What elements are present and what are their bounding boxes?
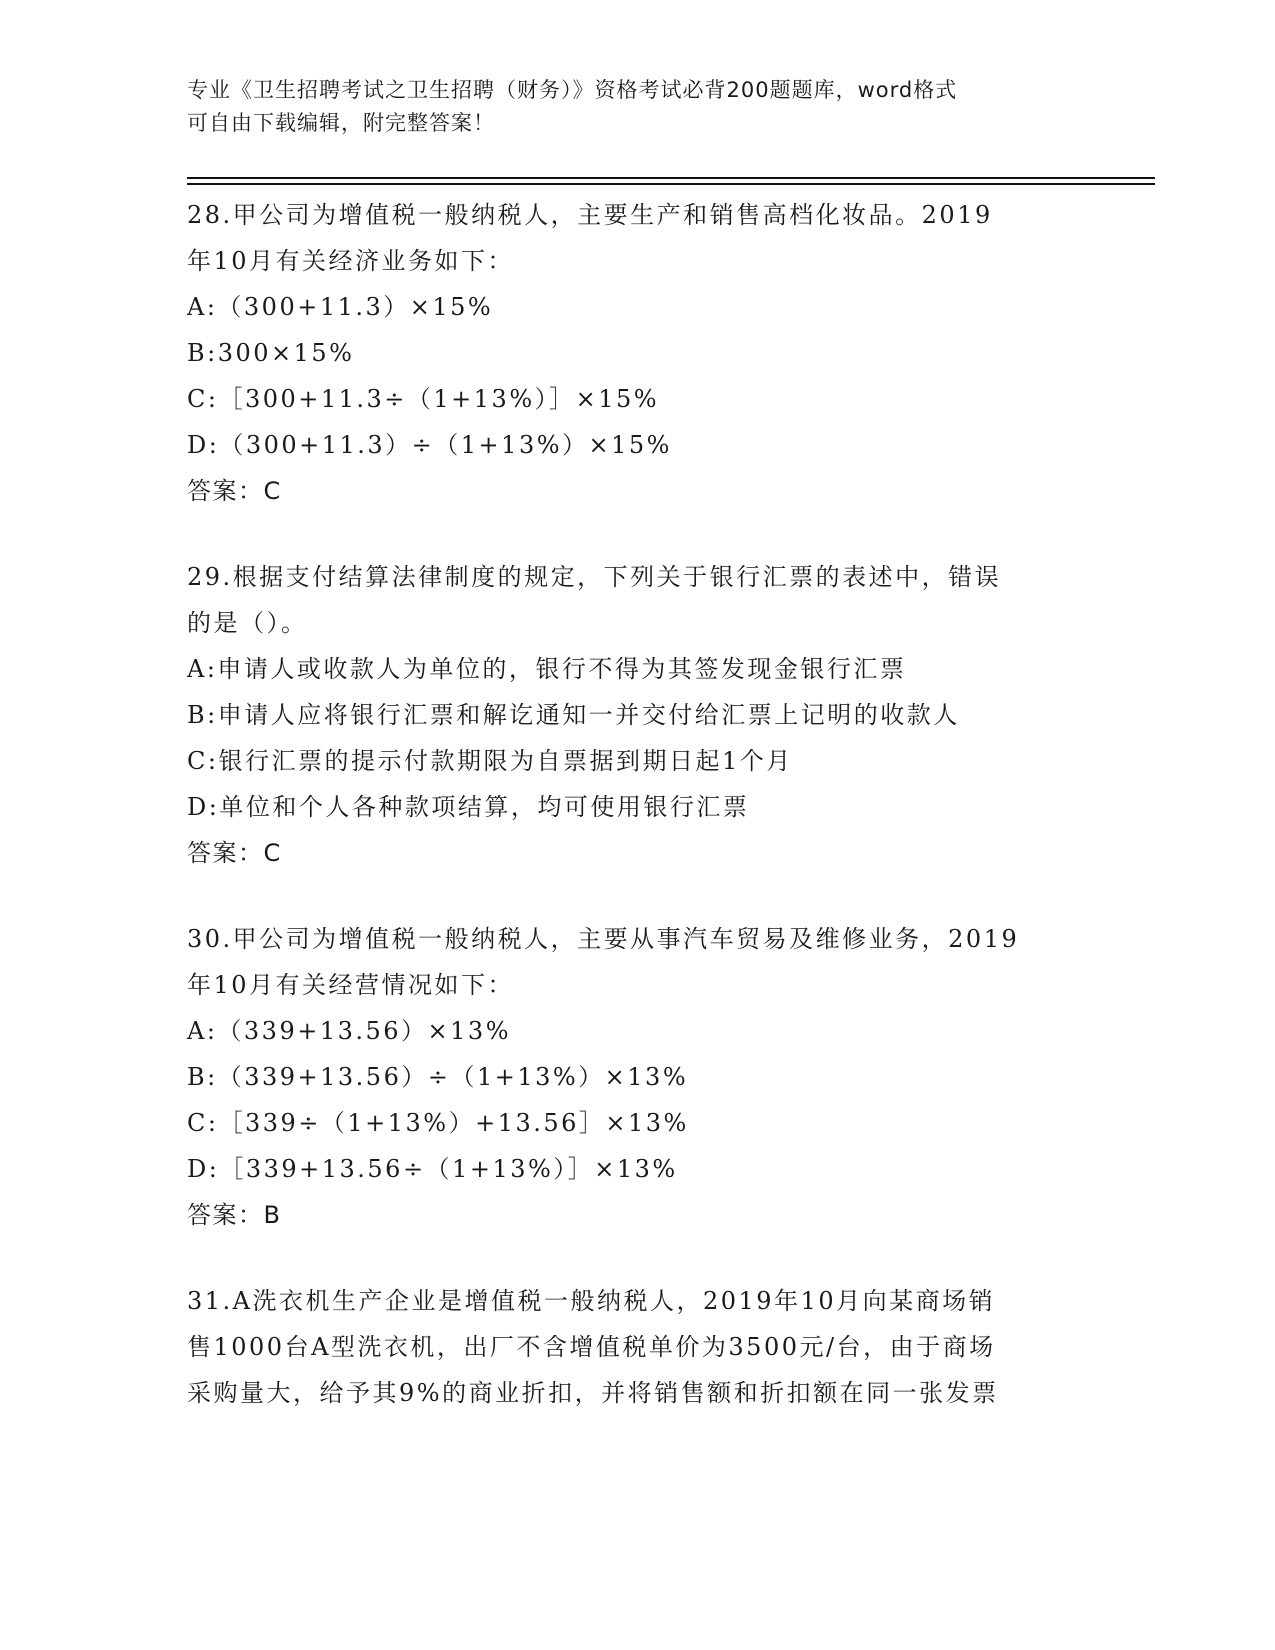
question-31 [187, 1278, 1087, 1416]
question-29 [187, 554, 1087, 876]
question-stem-line: 31.A洗衣机生产企业是增值税一般纳税人，2019年10月向某商场销 [187, 1287, 996, 1315]
option-a: A:（300+11.3）×15% [187, 293, 494, 321]
answer-line: 答案：B [187, 1201, 282, 1229]
answer-line: 答案：C [187, 839, 282, 867]
option-c: C:银行汇票的提示付款期限为自票据到期日起1个月 [187, 747, 793, 775]
question-stem-line: 年10月有关经营情况如下： [187, 971, 515, 999]
option-d: D:［339+13.56÷（1+13%）］×13% [187, 1155, 678, 1183]
option-c: C:［339÷（1+13%）+13.56］×13% [187, 1109, 689, 1137]
header-line-1: 专业《卫生招聘考试之卫生招聘（财务）》资格考试必背200题题库，word格式 [187, 78, 958, 102]
question-stem-line: 的是（）。 [187, 609, 308, 637]
header-line-2: 可自由下载编辑，附完整答案！ [187, 111, 495, 135]
header-rule-top [187, 177, 1155, 179]
option-b: B:申请人应将银行汇票和解讫通知一并交付给汇票上记明的收款人 [187, 701, 960, 729]
header-rule-bottom [187, 183, 1155, 185]
option-b: B:（339+13.56）÷（1+13%）×13% [187, 1063, 689, 1091]
question-stem-line: 采购量大，给予其9%的商业折扣，并将销售额和折扣额在同一张发票 [187, 1379, 999, 1407]
option-d: D:（300+11.3）÷（1+13%）×15% [187, 431, 672, 459]
question-stem-line: 28.甲公司为增值税一般纳税人，主要生产和销售高档化妆品。2019 [187, 201, 993, 229]
document-header [187, 74, 1087, 140]
question-stem-line: 30.甲公司为增值税一般纳税人，主要从事汽车贸易及维修业务，2019 [187, 925, 1020, 953]
question-28 [187, 192, 1087, 514]
option-d: D:单位和个人各种款项结算，均可使用银行汇票 [187, 793, 750, 821]
question-stem-line: 年10月有关经济业务如下： [187, 247, 515, 275]
question-30 [187, 916, 1087, 1238]
option-a: A:（339+13.56）×13% [187, 1017, 511, 1045]
option-c: C:［300+11.3÷（1+13%）］×15% [187, 385, 660, 413]
option-b: B:300×15% [187, 339, 355, 367]
question-stem-line: 29.根据支付结算法律制度的规定，下列关于银行汇票的表述中，错误 [187, 563, 1002, 591]
option-a: A:申请人或收款人为单位的，银行不得为其签发现金银行汇票 [187, 655, 907, 683]
question-stem-line: 售1000台A型洗衣机，出厂不含增值税单价为3500元/台，由于商场 [187, 1333, 996, 1361]
answer-line: 答案：C [187, 477, 282, 505]
question-list [187, 192, 1087, 1456]
